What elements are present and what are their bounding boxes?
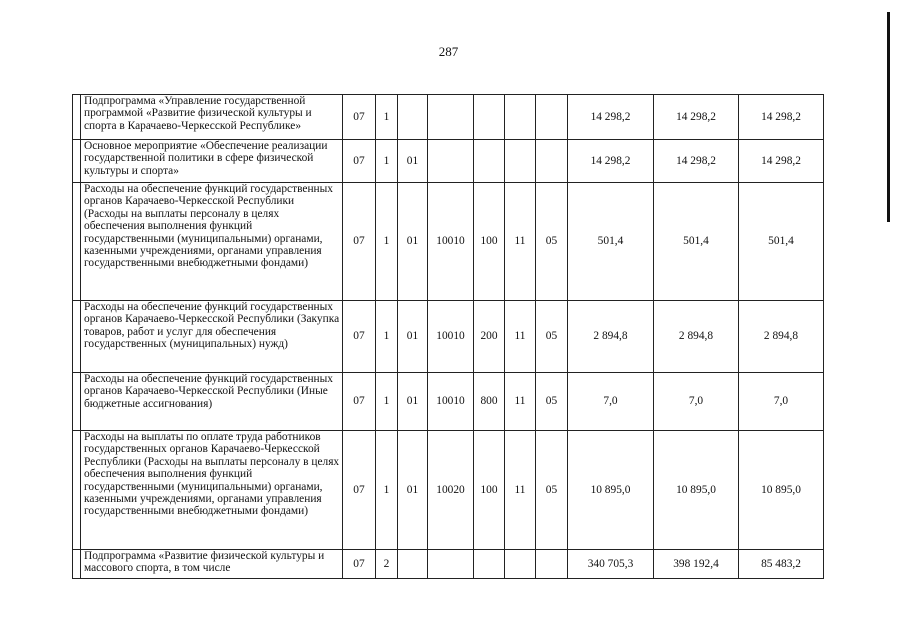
amount-year-3: 85 483,2: [739, 550, 824, 579]
code-activity: 01: [398, 301, 428, 373]
code-section: 07: [343, 301, 376, 373]
code-division: 11: [505, 373, 536, 431]
code-subprogram: 1: [376, 301, 398, 373]
amount-year-3: 2 894,8: [739, 301, 824, 373]
code-division: 11: [505, 301, 536, 373]
code-division: 11: [505, 183, 536, 301]
amount-year-1: 2 894,8: [568, 301, 654, 373]
row-number-cell: [73, 140, 81, 183]
row-number-cell: [73, 373, 81, 431]
code-direction: 10020: [428, 431, 474, 550]
code-subprogram: 2: [376, 550, 398, 579]
code-division: [505, 550, 536, 579]
amount-year-3: 7,0: [739, 373, 824, 431]
code-subdivision: 05: [536, 373, 568, 431]
amount-year-3: 501,4: [739, 183, 824, 301]
item-name: Расходы на обеспечение функций государственных органов Карачаево-Черкесской Республики (Закупка товаров, работ и услуг для обеспечения государственных (муниципальных) нужд): [81, 301, 343, 373]
amount-year-1: 340 705,3: [568, 550, 654, 579]
amount-year-1: 7,0: [568, 373, 654, 431]
code-activity: [398, 95, 428, 140]
code-subdivision: 05: [536, 183, 568, 301]
code-activity: 01: [398, 183, 428, 301]
table-row: [73, 183, 824, 301]
code-activity: [398, 550, 428, 579]
code-subdivision: [536, 140, 568, 183]
table-row: [73, 95, 824, 140]
amount-year-2: 7,0: [654, 373, 739, 431]
code-subdivision: 05: [536, 301, 568, 373]
code-section: 07: [343, 373, 376, 431]
code-activity: 01: [398, 373, 428, 431]
code-subprogram: 1: [376, 431, 398, 550]
code-direction: [428, 95, 474, 140]
item-name: Основное мероприятие «Обеспечение реализации государственной политики в сфере физической культуры и спорта»: [81, 140, 343, 183]
code-expense-type: [474, 140, 505, 183]
item-name: Подпрограмма «Развитие физической культуры и массового спорта, в том числе: [81, 550, 343, 579]
code-subdivision: 05: [536, 431, 568, 550]
table-row: [73, 550, 824, 579]
scan-edge-mark: [887, 12, 890, 222]
amount-year-2: 14 298,2: [654, 95, 739, 140]
code-expense-type: [474, 95, 505, 140]
code-expense-type: [474, 550, 505, 579]
item-name: Расходы на обеспечение функций государственных органов Карачаево-Черкесской Республики (Расходы на выплаты персоналу в целях обеспечения выполнения функций государственными (муниципальными) органами, казенными учреждениями, органами управления государственными внебюджетными фондами): [81, 183, 343, 301]
amount-year-1: 14 298,2: [568, 95, 654, 140]
code-activity: 01: [398, 431, 428, 550]
amount-year-3: 14 298,2: [739, 140, 824, 183]
amount-year-3: 14 298,2: [739, 95, 824, 140]
code-subprogram: 1: [376, 95, 398, 140]
amount-year-3: 10 895,0: [739, 431, 824, 550]
amount-year-2: 14 298,2: [654, 140, 739, 183]
item-name: Подпрограмма «Управление государственной программой «Развитие физической культуры и спорта в Карачаево-Черкесской Республике»: [81, 95, 343, 140]
row-number-cell: [73, 431, 81, 550]
amount-year-2: 2 894,8: [654, 301, 739, 373]
code-section: 07: [343, 95, 376, 140]
code-section: 07: [343, 550, 376, 579]
code-division: 11: [505, 431, 536, 550]
code-expense-type: 100: [474, 431, 505, 550]
code-division: [505, 140, 536, 183]
code-subprogram: 1: [376, 140, 398, 183]
row-number-cell: [73, 95, 81, 140]
amount-year-2: 398 192,4: [654, 550, 739, 579]
code-expense-type: 800: [474, 373, 505, 431]
code-subprogram: 1: [376, 373, 398, 431]
table-row: [73, 373, 824, 431]
code-section: 07: [343, 431, 376, 550]
code-expense-type: 100: [474, 183, 505, 301]
table-row: [73, 140, 824, 183]
budget-table: [72, 94, 824, 579]
amount-year-1: 10 895,0: [568, 431, 654, 550]
code-section: 07: [343, 183, 376, 301]
row-number-cell: [73, 550, 81, 579]
code-direction: [428, 140, 474, 183]
amount-year-1: 14 298,2: [568, 140, 654, 183]
row-number-cell: [73, 183, 81, 301]
table-row: [73, 431, 824, 550]
amount-year-1: 501,4: [568, 183, 654, 301]
item-name: Расходы на выплаты по оплате труда работников государственных органов Карачаево-Черкесской Республики (Расходы на выплаты персоналу в целях обеспечения выполнения функций государственными (муниципальными) органами, казенными учреждениями, органами управления государственными внебюджетными фондами): [81, 431, 343, 550]
code-subprogram: 1: [376, 183, 398, 301]
code-expense-type: 200: [474, 301, 505, 373]
page-number: 287: [438, 44, 459, 59]
code-activity: 01: [398, 140, 428, 183]
amount-year-2: 10 895,0: [654, 431, 739, 550]
code-subdivision: [536, 550, 568, 579]
amount-year-2: 501,4: [654, 183, 739, 301]
code-division: [505, 95, 536, 140]
code-subdivision: [536, 95, 568, 140]
code-direction: 10010: [428, 373, 474, 431]
code-direction: [428, 550, 474, 579]
code-direction: 10010: [428, 301, 474, 373]
code-section: 07: [343, 140, 376, 183]
item-name: Расходы на обеспечение функций государственных органов Карачаево-Черкесской Республики (Иные бюджетные ассигнования): [81, 373, 343, 431]
code-direction: 10010: [428, 183, 474, 301]
row-number-cell: [73, 301, 81, 373]
table-row: [73, 301, 824, 373]
